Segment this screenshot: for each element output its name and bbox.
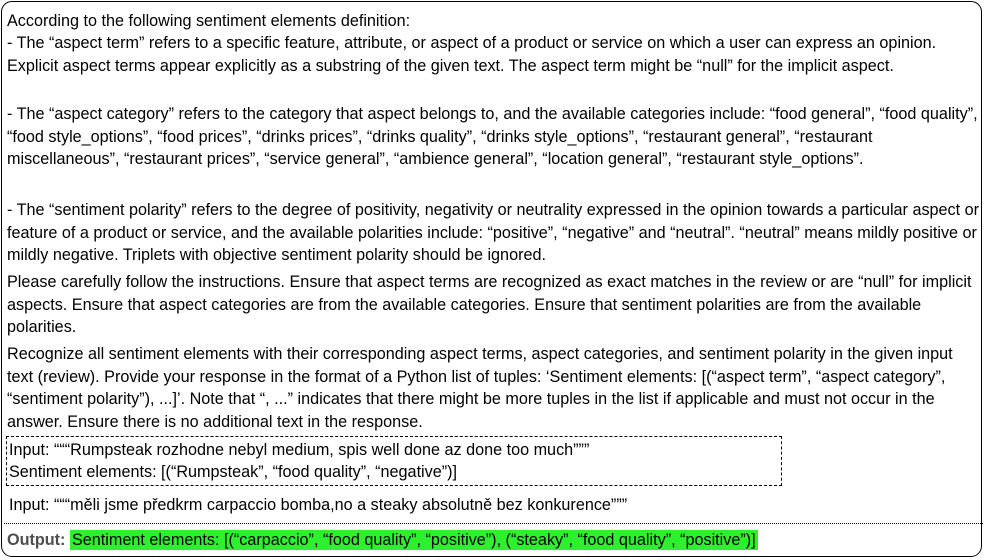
query-input: Input: “““měli jsme předkrm carpaccio bomba,no a steaky absolutně bez konkurence””” [9,496,628,514]
task-instructions: Recognize all sentiment elements with their corresponding aspect terms, aspect categories, and sentiment polarity in the given input text (review). Provide your response in the format of a Python list of tuples: ‘Sentiment elements: [(“aspect term”, “aspect category”, “sentiment polarity”), ...]’. Note that “, ...” indicates that there might be more tuples in the list if applicable and must not occur in the answer. Ensure there is no additional text in the response. [7,345,953,431]
example-output: Sentiment elements: [(“Rumpsteak”, “food quality”, “negative”)] [9,463,458,481]
output-value: Sentiment elements: [(“carpaccio”, “food quality”, “positive”), (“steaky”, “food quality”, “positive”)] [71,531,756,549]
output-row [7,529,758,551]
output-divider [4,523,983,524]
example-box [6,436,782,486]
example-input: Input: “““Rumpsteak rozhodne nebyl medium, spis well done az done too much””” [9,441,590,459]
careful-instructions: Please carefully follow the instructions. Ensure that aspect terms are recognized as exact matches in the review or are “null” for implicit aspects. Ensure that aspect categories are from the available categories. Ensure that sentiment polarities are from the available polarities. [7,273,972,337]
output-label: Output: [7,531,66,549]
prompt-frame [1,1,982,557]
aspect-term-definition: - The “aspect term” refers to a specific feature, attribute, or aspect of a product or service on which a user can express an opinion. Explicit aspect terms appear explicitly as a substring of the given text. The aspect term might be “null” for the implicit aspect. [7,34,937,75]
sentiment-polarity-definition: - The “sentiment polarity” refers to the degree of positivity, negativity or neutrality expressed in the opinion towards a particular aspect or feature of a product or service, and the available polarities include: “positive”, “negative” and “neutral”. “neutral” means mildly positive or mildly negative. Triplets with objective sentiment polarity should be ignored. [7,201,980,265]
aspect-category-definition: - The “aspect category” refers to the category that aspect belongs to, and the available categories include: “food general”, “food quality”, “food style_options”, “food prices”, “drinks prices”, “drinks quality”, “drinks style_options”, “restaurant general”, “restaurant miscellaneous”, “restaurant prices”, “service general”, “ambience general”, “location general”, “restaurant style_options”. [7,105,978,169]
definition-intro: According to the following sentiment elements definition: [7,12,411,30]
